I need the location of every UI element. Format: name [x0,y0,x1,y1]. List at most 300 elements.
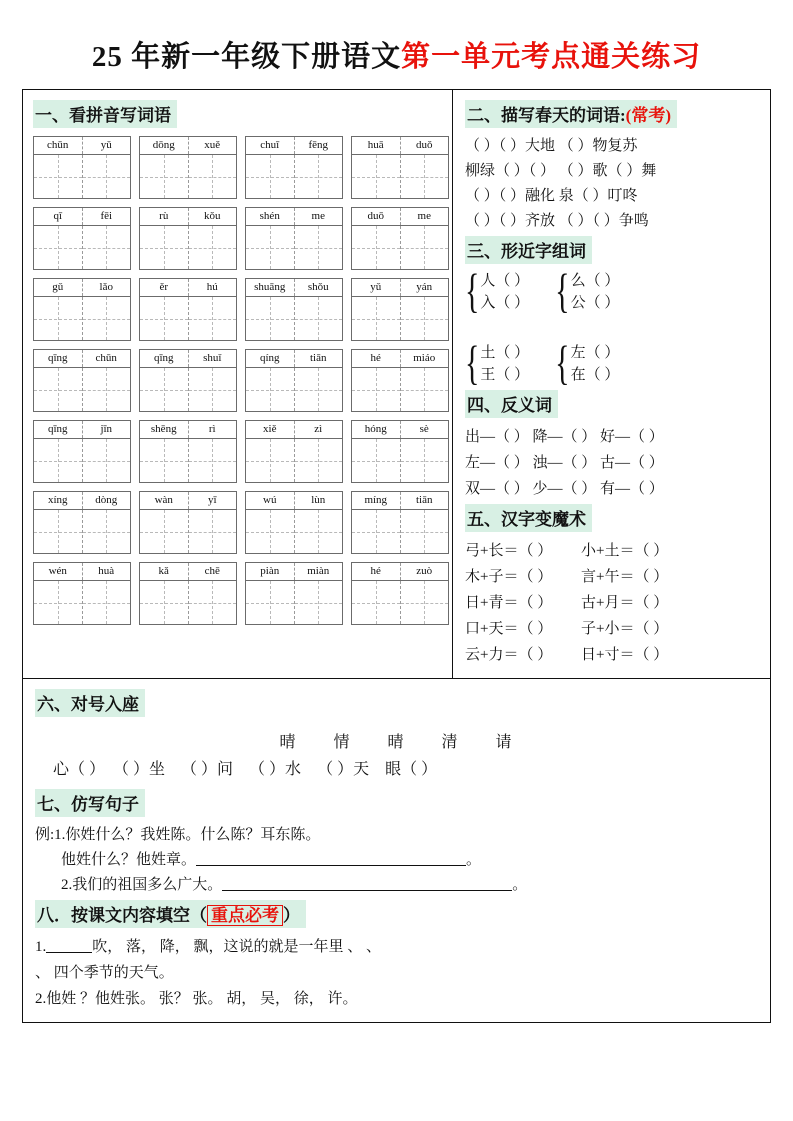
pinyin-text: wú [246,492,295,509]
tianzige-row[interactable] [352,297,448,340]
section-3-heading: 三、形近字组词 [465,236,592,264]
pinyin-row [246,563,342,581]
section-3-items [571,342,620,386]
pinyin-word-cell[interactable] [351,349,449,412]
tianzige-row[interactable] [34,368,130,411]
tianzige-cell[interactable] [401,155,449,198]
pinyin-text: hé [352,350,401,367]
brace-icon: { [555,264,570,318]
pinyin-word-cell[interactable] [33,562,131,625]
section-5-item-left[interactable]: 云+力＝（ ） [465,647,553,663]
pinyin-word-cell[interactable] [33,420,131,483]
section-8-heading [35,900,306,928]
tianzige-cell[interactable] [189,581,237,624]
pinyin-text: me [311,210,325,222]
pinyin-text: kǎ [140,563,189,580]
section-4-line[interactable]: 出—（ ） 降—（ ） 好—（ ） [465,429,664,445]
section-5-item-left[interactable]: 日+青＝（ ） [465,595,553,611]
top-row [23,90,770,678]
pinyin-row [34,137,130,155]
tianzige-cell[interactable] [246,297,295,340]
section-2-line[interactable]: （ ）（ ）大地 （ ）物复苏 [465,138,638,154]
tianzige-row[interactable] [352,226,448,269]
tianzige-row[interactable] [246,226,342,269]
section-6-blank[interactable]: 心（ ） [53,761,106,778]
pinyin-text: qīng [34,350,83,367]
tianzige-cell[interactable] [189,368,237,411]
pinyin-text: yán [416,281,433,293]
section-6-char: 请 [495,734,514,751]
tianzige-cell[interactable] [246,368,295,411]
answer-blank-2[interactable] [222,876,512,891]
section-7-line-2 [35,873,758,898]
section-2-tag: (常考) [625,106,671,125]
tianzige-cell[interactable] [189,297,237,340]
section-3-item[interactable]: 公（ ） [570,295,620,311]
tianzige-cell[interactable] [189,439,237,482]
tianzige-cell[interactable] [189,510,237,553]
period-1: 。 [466,852,482,868]
section-5-lines [465,538,760,668]
tianzige-row[interactable] [246,439,342,482]
section-8-line-1-text: 吹， 落， 降， 飘，这说的就是一年里 、 、 [92,939,382,955]
section-5-line[interactable] [465,616,760,642]
section-6-char: 晴 [387,734,406,751]
pinyin-text: jīn [100,423,113,435]
section-5-item-right[interactable]: 古+月＝（ ） [581,595,669,611]
tianzige-cell[interactable] [401,510,449,553]
tianzige-cell[interactable] [34,155,83,198]
section-3-item[interactable]: 人（ ） [480,273,530,289]
tianzige-cell[interactable] [140,297,189,340]
section-2-line[interactable]: 柳绿（ ）（ ） （ ）歌（ ）舞 [465,163,657,179]
pinyin-word-cell[interactable] [33,491,131,554]
tianzige-row[interactable] [140,155,236,198]
pinyin-row [34,350,130,368]
tianzige-row[interactable] [352,581,448,624]
pinyin-text: lǎo [99,281,113,293]
pinyin-text: chūn [34,137,83,154]
tianzige-cell[interactable] [34,581,83,624]
tianzige-cell[interactable] [352,226,401,269]
pinyin-word-cell[interactable] [139,136,237,199]
pinyin-row [352,137,448,155]
pinyin-text: yǔ [100,139,112,151]
pinyin-row [34,421,130,439]
section-6-heading: 六、对号入座 [35,689,145,717]
tianzige-cell[interactable] [401,439,449,482]
tianzige-cell[interactable] [34,510,83,553]
section-3-brace-group[interactable] [465,264,530,318]
section-8-heading-text: 八．按课文内容填空（ [37,906,207,925]
pinyin-text: chūn [95,352,117,364]
tianzige-cell[interactable] [140,226,189,269]
pinyin-word-cell[interactable] [351,136,449,199]
pinyin-text: lùn [311,494,326,506]
section-3-row [465,336,760,390]
tianzige-cell[interactable] [34,297,83,340]
brace-icon: { [555,336,570,390]
pinyin-row [352,208,448,226]
pinyin-grid [33,136,457,633]
tianzige-row[interactable] [352,155,448,198]
pinyin-row [352,350,448,368]
brace-icon: { [465,336,480,390]
pinyin-word-cell[interactable] [33,349,131,412]
section-2-line[interactable]: （ ）（ ）融化 泉（ ）叮咚 [465,188,638,204]
pinyin-text: zì [314,423,323,435]
pinyin-text: kǒu [204,210,221,222]
pinyin-word-cell[interactable] [351,491,449,554]
pinyin-text: hóng [352,421,401,438]
tianzige-cell[interactable] [140,368,189,411]
pinyin-text: miàn [307,565,330,577]
tianzige-cell[interactable] [401,581,449,624]
tianzige-row[interactable] [352,439,448,482]
pinyin-text: piàn [246,563,295,580]
section-6-char: 清 [441,734,460,751]
tianzige-row[interactable] [352,510,448,553]
pinyin-text: huā [352,137,401,154]
tianzige-cell[interactable] [246,439,295,482]
pinyin-text: sè [419,423,429,435]
tianzige-cell[interactable] [140,155,189,198]
tianzige-cell[interactable] [189,226,237,269]
pinyin-text: wén [34,563,83,580]
tianzige-row[interactable] [34,439,130,482]
tianzige-row[interactable] [246,368,342,411]
pinyin-text: xuě [204,139,221,151]
pinyin-text: fēi [100,210,113,222]
pinyin-word-cell[interactable] [351,278,449,341]
pinyin-grid-row [33,207,457,278]
tianzige-cell[interactable] [352,155,401,198]
tianzige-cell[interactable] [140,510,189,553]
pinyin-word-cell[interactable] [139,349,237,412]
pinyin-text: tiān [310,352,327,364]
pinyin-word-cell[interactable] [245,420,343,483]
page-title [22,34,771,75]
tianzige-cell[interactable] [189,155,237,198]
brace-icon: { [465,264,480,318]
tianzige-cell[interactable] [352,368,401,411]
pinyin-word-cell[interactable] [33,278,131,341]
pinyin-text: shuāng [246,279,295,296]
tianzige-cell[interactable] [83,155,131,198]
pinyin-text: wàn [140,492,189,509]
pinyin-text: dòng [95,494,118,506]
section-4-line[interactable]: 左—（ ） 浊—（ ） 古—（ ） [465,455,664,471]
tianzige-cell[interactable] [352,581,401,624]
fill-blank[interactable] [46,939,92,953]
pinyin-text: qīng [140,350,189,367]
pinyin-text: yǔ [352,279,401,296]
tianzige-row[interactable] [140,439,236,482]
section-8-line-1-num: 1. [35,939,47,955]
pinyin-text: dōng [140,137,189,154]
pinyin-word-cell[interactable] [245,562,343,625]
pinyin-text: rù [140,208,189,225]
pinyin-row [140,492,236,510]
pinyin-word-cell[interactable] [351,562,449,625]
pinyin-row [246,492,342,510]
tianzige-cell[interactable] [352,439,401,482]
pinyin-text: shuǐ [203,352,222,364]
section-7-line-2-text: 2.我们的祖国多么广大。 [61,877,223,893]
pinyin-row [140,421,236,439]
section-3-item[interactable]: 左（ ） [570,345,620,361]
tianzige-cell[interactable] [401,368,449,411]
tianzige-row[interactable] [140,226,236,269]
pinyin-text: shén [246,208,295,225]
section-5-item-left[interactable]: 弓+长＝（ ） [465,543,553,559]
tianzige-cell[interactable] [295,297,343,340]
pinyin-word-cell[interactable] [351,420,449,483]
pinyin-text: duō [352,208,401,225]
section-8-line-2-text: 2.他姓 ？他姓张。 张？ 张。 胡， 吴， 徐， 许。 [35,991,358,1007]
tianzige-cell[interactable] [34,226,83,269]
pinyin-text: qīng [34,421,83,438]
pinyin-word-cell[interactable] [33,136,131,199]
section-6-blank[interactable]: （ ）水 [249,761,302,778]
tianzige-cell[interactable] [295,510,343,553]
tianzige-cell[interactable] [352,297,401,340]
right-column [453,90,770,678]
pinyin-row [246,208,342,226]
section-7-line-1 [35,848,758,873]
tianzige-row[interactable] [140,368,236,411]
tianzige-row[interactable] [140,297,236,340]
pinyin-row [140,279,236,297]
tianzige-cell[interactable] [295,368,343,411]
section-3-item[interactable]: 么（ ） [570,273,620,289]
section-3-items [480,270,529,314]
title-red: 第一单元考点通关练习 [401,41,702,73]
section-5-line[interactable] [465,642,760,668]
section-5-item-left[interactable]: 木+子＝（ ） [465,569,553,585]
tianzige-row[interactable] [246,155,342,198]
tianzige-cell[interactable] [295,581,343,624]
pinyin-word-cell[interactable] [245,207,343,270]
section-6-char: 情 [333,734,352,751]
tianzige-cell[interactable] [352,510,401,553]
section-6-blank[interactable]: （ ）问 [181,761,234,778]
pinyin-text: tiān [416,494,433,506]
pinyin-text: hé [352,563,401,580]
tianzige-cell[interactable] [83,581,131,624]
tianzige-cell[interactable] [140,581,189,624]
tianzige-row[interactable] [246,297,342,340]
section-2-heading [465,100,677,128]
section-3-brace-group[interactable] [555,264,620,318]
section-5-item-right[interactable]: 子+小＝（ ） [581,621,669,637]
tianzige-row[interactable] [140,581,236,624]
period-2: 。 [512,877,528,893]
section-1-pinyin [23,90,453,678]
section-6-char: 晴 [279,734,298,751]
section-2-lines [465,134,760,234]
tianzige-cell[interactable] [83,368,131,411]
section-6-blanks [53,756,758,779]
pinyin-text: shǒu [307,281,329,293]
tianzige-cell[interactable] [83,297,131,340]
pinyin-text: zuò [416,565,433,577]
section-7-example: 例:1.你姓什么？我姓陈。什么陈？耳东陈。 [35,827,321,843]
section-4-heading: 四、反义词 [465,390,558,418]
section-7-heading: 七、仿写句子 [35,789,145,817]
section-4-line[interactable]: 双—（ ） 少—（ ） 有—（ ） [465,481,664,497]
pinyin-grid-row [33,349,457,420]
section-3-item[interactable]: 王（ ） [480,367,530,383]
pinyin-text: duǒ [416,139,433,151]
tianzige-row[interactable] [34,297,130,340]
tianzige-cell[interactable] [295,155,343,198]
section-8-tag: 重点必考 [207,905,283,926]
section-3-item[interactable]: 入（ ） [480,295,530,311]
pinyin-row [246,279,342,297]
section-2-heading-text: 二、描写春天的词语: [467,106,626,125]
pinyin-row [352,563,448,581]
section-5-line[interactable] [465,538,760,564]
pinyin-text: miáo [413,352,436,364]
tianzige-cell[interactable] [140,439,189,482]
section-5-item-left[interactable]: 口+天＝（ ） [465,621,553,637]
tianzige-row[interactable] [34,155,130,198]
pinyin-row [246,421,342,439]
tianzige-row[interactable] [352,368,448,411]
pinyin-word-cell[interactable] [351,207,449,270]
pinyin-text: qī [34,208,83,225]
section-5-item-right[interactable]: 言+午＝（ ） [581,569,669,585]
section-3-items [571,270,620,314]
section-8-line-1b-text: 、 四个季节的天气。 [35,965,174,981]
section-5-item-right[interactable]: 小+土＝（ ） [581,543,669,559]
pinyin-word-cell[interactable] [245,278,343,341]
section-2-line[interactable]: （ ）（ ）齐放 （ ）（ ）争鸣 [465,213,649,229]
section-5-item-right[interactable]: 日+寸＝（ ） [581,647,669,663]
pinyin-text: míng [352,492,401,509]
pinyin-grid-row [33,136,457,207]
pinyin-word-cell[interactable] [245,349,343,412]
tianzige-cell[interactable] [83,510,131,553]
section-3-row [465,264,760,318]
section-6-blank[interactable]: （ ）坐 [121,761,166,778]
pinyin-row [140,137,236,155]
section-3-brace-group[interactable] [555,336,620,390]
worksheet-frame [22,89,771,1023]
pinyin-text: qíng [246,350,295,367]
pinyin-text: yī [207,494,217,506]
pinyin-word-cell[interactable] [139,278,237,341]
pinyin-row [140,208,236,226]
tianzige-cell[interactable] [295,226,343,269]
pinyin-row [34,492,130,510]
pinyin-text: xiě [246,421,295,438]
pinyin-text: rì [208,423,216,435]
pinyin-text: ěr [140,279,189,296]
pinyin-word-cell[interactable] [139,491,237,554]
pinyin-row [352,279,448,297]
pinyin-word-cell[interactable] [245,136,343,199]
pinyin-text: chuī [246,137,295,154]
tianzige-cell[interactable] [246,581,295,624]
tianzige-cell[interactable] [83,226,131,269]
section-5-heading: 五、汉字变魔术 [465,504,592,532]
section-3-groups [465,264,760,390]
pinyin-text: huà [98,565,115,577]
tianzige-cell[interactable] [401,226,449,269]
pinyin-grid-row [33,491,457,562]
pinyin-row [352,492,448,510]
tianzige-cell[interactable] [246,510,295,553]
pinyin-grid-row [33,562,457,633]
pinyin-word-cell[interactable] [245,491,343,554]
pinyin-text: fēng [308,139,329,151]
section-6-characters [35,729,758,752]
tianzige-cell[interactable] [401,297,449,340]
pinyin-grid-row [33,278,457,349]
tianzige-row[interactable] [246,510,342,553]
section-8-line-1 [35,934,758,960]
section-3-item[interactable]: 土（ ） [480,345,530,361]
tianzige-row[interactable] [140,510,236,553]
tianzige-row[interactable] [34,581,130,624]
section-6-blank[interactable]: （ ）天 [317,761,370,778]
pinyin-text: xíng [34,492,83,509]
pinyin-row [34,563,130,581]
pinyin-word-cell[interactable] [139,207,237,270]
section-8-line-2 [35,986,758,1012]
section-6-blank[interactable]: 眼（ ） [385,761,438,778]
section-3-brace-group[interactable] [465,336,530,390]
section-4-lines [465,424,760,502]
section-7-line-1-text: 他姓什么？他姓章。 [61,852,197,868]
section-1-heading: 一、看拼音写词语 [33,100,177,128]
pinyin-row [352,421,448,439]
tianzige-cell[interactable] [295,439,343,482]
pinyin-text: me [417,210,431,222]
section-8-line-1b [35,960,758,986]
pinyin-row [34,279,130,297]
pinyin-text: gǔ [34,279,83,296]
pinyin-row [140,563,236,581]
pinyin-row [34,208,130,226]
pinyin-word-cell[interactable] [33,207,131,270]
section-5-line[interactable] [465,564,760,590]
pinyin-word-cell[interactable] [139,562,237,625]
title-black: 25 年新一年级下册语文 [91,41,402,73]
tianzige-cell[interactable] [246,155,295,198]
pinyin-word-cell[interactable] [139,420,237,483]
tianzige-row[interactable] [246,581,342,624]
pinyin-row [140,350,236,368]
tianzige-cell[interactable] [83,439,131,482]
pinyin-grid-row [33,420,457,491]
pinyin-row [246,137,342,155]
answer-blank[interactable] [196,851,466,866]
section-5-line[interactable] [465,590,760,616]
tianzige-row[interactable] [34,226,130,269]
tianzige-cell[interactable] [34,368,83,411]
tianzige-cell[interactable] [246,226,295,269]
pinyin-text: hú [206,281,218,293]
section-8-heading-end: ） [283,906,300,925]
pinyin-row [246,350,342,368]
tianzige-cell[interactable] [34,439,83,482]
section-3-items [480,342,529,386]
section-3-item[interactable]: 在（ ） [570,367,620,383]
tianzige-row[interactable] [34,510,130,553]
